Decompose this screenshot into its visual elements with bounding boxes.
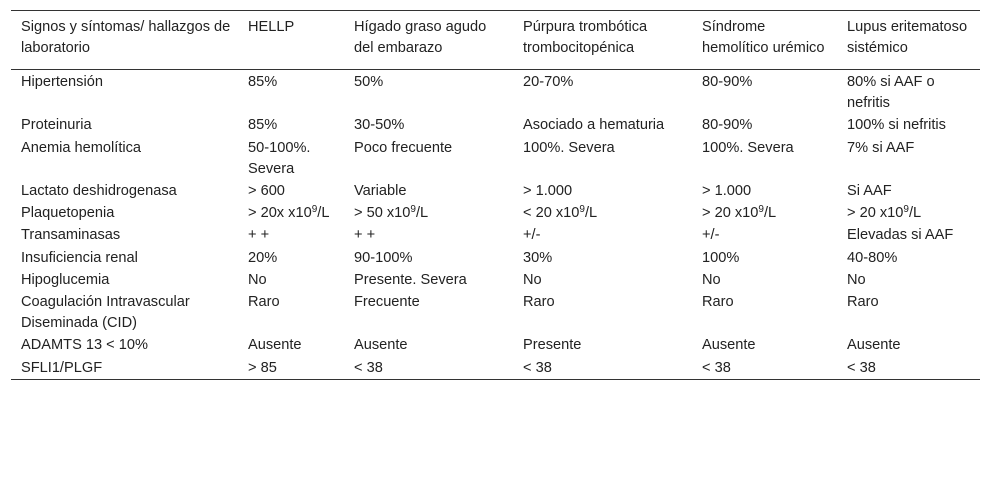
platelet-exponent: 9: [410, 204, 416, 216]
table-cell: SFLI1/PLGF: [21, 359, 103, 376]
table-row: [11, 70, 980, 115]
table-row: [11, 224, 980, 246]
platelet-value: > 20x x10: [248, 205, 312, 222]
table-cell: Raro: [847, 294, 879, 311]
header-ttp: Púrpura trombótica trombocitopénica: [523, 19, 648, 56]
table-cell: Coagulación Intravascular Diseminada (CID): [21, 294, 190, 332]
table-cell: Ausente: [702, 337, 756, 354]
header-hellp: HELLP: [248, 19, 295, 35]
platelet-value: < 20 x10: [523, 205, 580, 222]
table-cell: Presente: [523, 337, 582, 354]
table-cell: Frecuente: [354, 294, 420, 311]
header-signs-symptoms: Signos y síntomas/ hallazgos de laboratorio: [21, 19, 231, 56]
header-hus: Síndrome hemolítico urémico: [702, 19, 825, 56]
table-row-platelets: [11, 202, 980, 224]
table-cell: ADAMTS 13 < 10%: [21, 337, 148, 354]
platelet-exponent: 9: [903, 204, 909, 216]
table-cell: Ausente: [354, 337, 408, 354]
platelet-exponent: 9: [758, 204, 764, 216]
table-cell: 40-80%: [847, 249, 898, 266]
table-cell: 100%. Severa: [523, 139, 615, 156]
table-cell: No: [847, 271, 866, 288]
table-cell: 100%. Severa: [702, 139, 794, 156]
table-cell: Asociado a hematuria: [523, 117, 665, 134]
platelet-unit: /L: [415, 205, 429, 222]
table-cell: 50-100%. Severa: [248, 139, 311, 177]
table-cell: 90-100%: [354, 249, 413, 266]
table-cell: Anemia hemolítica: [21, 139, 142, 156]
table-cell: + +: [354, 227, 376, 244]
table-cell: 100% si nefritis: [847, 117, 946, 134]
table-cell: Proteinuria: [21, 117, 92, 134]
table-cell: [238, 202, 344, 224]
platelet-exponent: 9: [311, 204, 318, 216]
table-cell: [344, 202, 513, 224]
table-cell: 7% si AAF: [847, 139, 915, 156]
table-cell: 85%: [248, 74, 278, 90]
platelet-value: > 20 x10: [847, 205, 904, 222]
table-cell: 50%: [354, 74, 384, 90]
table-cell: Insuficiencia renal: [21, 249, 138, 266]
table-row: [11, 269, 980, 291]
table-row: [11, 180, 980, 202]
table-cell: > 600: [248, 183, 285, 200]
platelet-unit: /L: [317, 205, 330, 222]
table-cell: Variable: [354, 183, 407, 200]
comparison-table: [11, 10, 980, 380]
table-cell: Raro: [523, 294, 555, 311]
table-header-row: [11, 11, 980, 70]
table-cell: Poco frecuente: [354, 139, 453, 156]
table-cell: Hipertensión: [21, 74, 103, 90]
table-cell: 100%: [702, 249, 740, 266]
table-cell: No: [702, 271, 721, 288]
table-cell: [513, 202, 692, 224]
table-cell: 80-90%: [702, 74, 753, 90]
table-cell: Transaminasas: [21, 227, 121, 244]
table-cell: 80-90%: [702, 117, 753, 134]
platelet-unit: /L: [763, 205, 777, 222]
table-cell: > 1.000: [523, 183, 573, 200]
table-cell: 30%: [523, 249, 553, 266]
table-cell: Ausente: [248, 337, 302, 354]
table-row: [11, 291, 980, 334]
platelet-value: > 20 x10: [702, 205, 759, 222]
table-row: [11, 334, 980, 356]
table-cell: Ausente: [847, 337, 901, 354]
table-row: [11, 247, 980, 269]
table-row: [11, 114, 980, 136]
table-cell: Lactato deshidrogenasa: [21, 183, 177, 200]
table-cell: +/-: [702, 227, 720, 244]
table-cell: +/-: [523, 227, 541, 244]
header-lupus: Lupus eritematoso sistémico: [847, 19, 968, 56]
table-cell: + +: [248, 227, 270, 244]
table-cell: [837, 202, 980, 224]
table-row: [11, 357, 980, 380]
table-cell: Elevadas si AAF: [847, 227, 954, 244]
table-cell: Plaquetopenia: [21, 205, 115, 222]
table-cell: Raro: [702, 294, 734, 311]
table-cell: Presente. Severa: [354, 271, 467, 288]
header-fatty-liver: Hígado graso agudo del embarazo: [354, 19, 487, 56]
table-cell: 30-50%: [354, 117, 405, 134]
table-cell: 20-70%: [523, 74, 574, 90]
table-cell: 20%: [248, 249, 278, 266]
platelet-unit: /L: [908, 205, 922, 222]
table-cell: > 85: [248, 359, 277, 376]
platelet-value: > 50 x10: [354, 205, 411, 222]
platelet-unit: /L: [584, 205, 598, 222]
table-cell: < 38: [354, 359, 383, 376]
table-cell: < 38: [847, 359, 876, 376]
table-cell: Hipoglucemia: [21, 271, 110, 288]
table-cell: No: [523, 271, 542, 288]
platelet-exponent: 9: [579, 204, 585, 216]
table-cell: < 38: [702, 359, 731, 376]
table-cell: Raro: [248, 294, 280, 311]
table-cell: Si AAF: [847, 183, 892, 200]
table-cell: 80% si AAF o nefritis: [847, 74, 935, 112]
table-cell: > 1.000: [702, 183, 752, 200]
table-cell: No: [248, 271, 267, 288]
table-row: [11, 137, 980, 180]
table-cell: 85%: [248, 117, 278, 134]
table-cell: < 38: [523, 359, 552, 376]
table-cell: [692, 202, 837, 224]
comparison-table-container: [11, 10, 980, 380]
